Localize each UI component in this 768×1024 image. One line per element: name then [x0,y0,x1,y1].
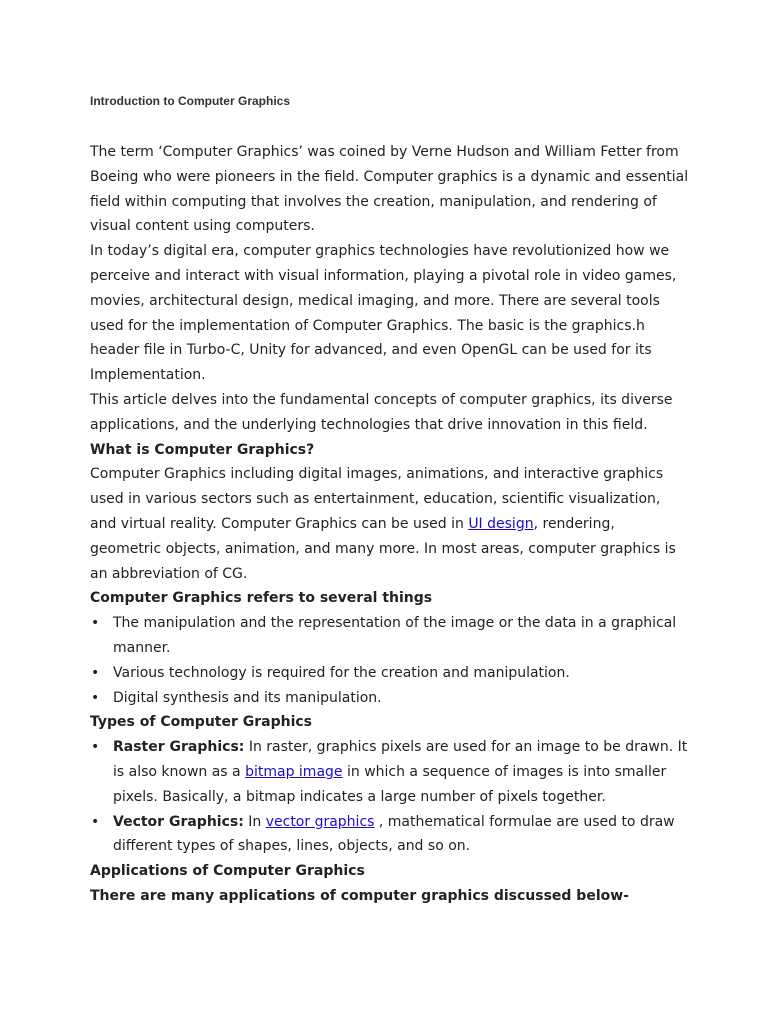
raster-text-end: in which a sequence of images is into smaller pixels. Basically, a bitmap indicates a large number of pixels together. [113,763,667,805]
vector-text-end: , mathematical formulae are used to draw different types of shapes, lines, objects, and so on. [113,813,675,855]
list-item [90,611,690,661]
refers-heading: Computer Graphics refers to several things [90,590,433,607]
list-item [90,686,690,711]
applications-subheading: There are many applications of computer graphics discussed below- [90,887,629,904]
what-is-text-end: , rendering, geometric objects, animation, and many more. In most areas, computer graphics is an abbreviation of CG. [90,515,676,582]
list-item-vector [90,810,690,860]
document-title: Introduction to Computer Graphics [90,94,290,108]
vector-term: Vector Graphics: [113,813,244,830]
raster-text-start: In raster, graphics pixels are used for an image to be drawn. It is also known as a [113,739,688,780]
bullet-icon: • [91,689,100,706]
intro-paragraph-1: The term ‘Computer Graphics’ was coined by Verne Hudson and William Fetter from Boeing who were pioneers in the field. Computer graphics is a dynamic and essential field within computing that involves the creation, manipulation, and rendering of visual content using computers. [90,144,689,235]
list-item-text: The manipulation and the representation of the image or the data in a graphical manner. [113,615,677,656]
vector-text-start: In [243,813,266,830]
types-heading: Types of Computer Graphics [90,714,313,731]
bitmap-image-link[interactable]: bitmap image [245,763,343,780]
refers-list [90,611,690,710]
vector-graphics-link[interactable]: vector graphics [265,813,375,830]
bullet-icon: • [91,664,100,681]
what-is-heading: What is Computer Graphics? [90,441,315,458]
types-list [90,735,690,859]
ui-design-link[interactable]: UI design [468,515,534,532]
bullet-icon: • [91,615,100,632]
list-item-text: Digital synthesis and its manipulation. [113,689,382,706]
document-body [90,140,690,909]
intro-paragraph-3: This article delves into the fundamental concepts of computer graphics, its diverse applications, and the underlying technologies that drive innovation in this field. [90,391,673,433]
list-item-text: Various technology is required for the creation and manipulation. [113,664,570,681]
intro-paragraph-2: In today’s digital era, computer graphics technologies have revolutionized how we perceive and interact with visual information, playing a pivotal role in video games, movies, architectural design, medical imaging, and more. There are several tools used for the implementation of Computer Graphics. The basic is the graphics.h header file in Turbo-C, Unity for advanced, and even OpenGL can be used for its Implementation. [90,243,677,384]
bullet-icon: • [91,739,100,756]
what-is-paragraph [90,462,690,586]
list-item [90,661,690,686]
raster-term: Raster Graphics: [113,739,245,756]
what-is-text-start: Computer Graphics including digital images, animations, and interactive graphics used in various sectors such as entertainment, education, scientific visualization, and virtual reality. Computer Graphics can be used in [90,466,664,532]
applications-heading: Applications of Computer Graphics [90,863,365,880]
bullet-icon: • [91,813,100,830]
list-item-raster [90,735,690,809]
